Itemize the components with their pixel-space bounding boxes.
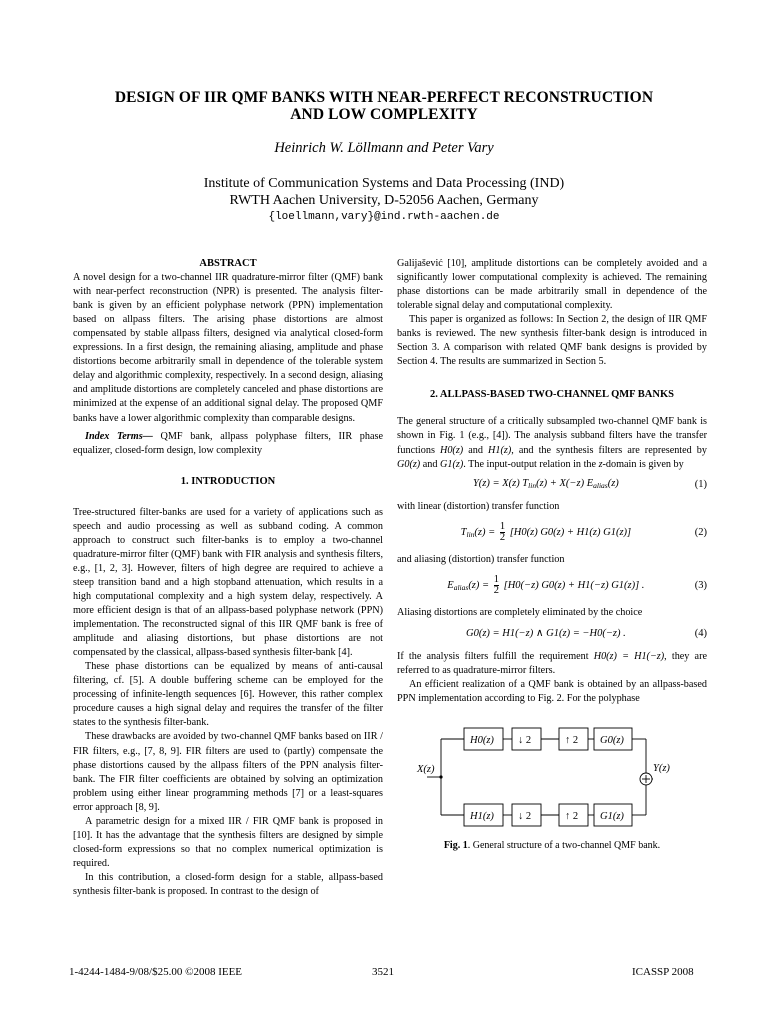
intro-paragraph-2: These phase distortions can be equalized by means of anti-causal filtering, cf. [5]. A double buffering scheme can be employed for the processing of infinite-length sequences [6]. However, this rather complex procedure causes a high signal delay and requires the transfer of the filter states to the synthesis filter-bank. xyxy=(73,661,383,729)
index-terms-label: Index Terms— xyxy=(85,430,153,442)
section2-heading: 2. ALLPASS-BASED TWO-CHANNEL QMF BANKS xyxy=(430,389,674,401)
authors: Heinrich W. Löllmann and Peter Vary xyxy=(274,140,494,156)
eq3-part: (z) = xyxy=(468,580,490,592)
footer-page-number: 3521 xyxy=(372,966,394,978)
eq2-part: T xyxy=(460,527,467,539)
equation-2 xyxy=(397,520,707,546)
caption-label: Fig. 1 xyxy=(443,839,468,851)
qmf-block-diagram xyxy=(397,719,707,831)
right-paragraph-1: Galijašević [10], amplitude distortions can be completely avoided and a significantly lower computational complexity is achieved. The remaining phase distortions can be made arbitrarily small in dependence of the tolerable signal delay and computational complexity. xyxy=(397,258,707,312)
eq2-part: [H0(z) G0(z) + H1(z) G1(z)] xyxy=(509,527,632,539)
intro-paragraph-4: A parametric design for a mixed IIR / FIR QMF bank is proposed in [10]. It has the advantage that the synthesis filters are designed by simple closed-form expressions so that no complex numerical optimization is required. xyxy=(73,815,383,869)
equation-4-body: G0(z) = H1(−z) ∧ G1(z) = −H0(−z) . xyxy=(465,627,626,639)
equation-4 xyxy=(397,625,707,643)
text-run: If the analysis filters fulfill the requirement xyxy=(397,650,594,662)
figure-1-caption xyxy=(397,839,707,853)
text-aliasing: and aliasing (distortion) transfer function xyxy=(397,553,565,565)
upsampler-label-bottom: ↑ 2 xyxy=(565,810,579,822)
g1-block-label: G1(z) xyxy=(600,810,624,822)
fraction-numerator: 1 xyxy=(493,574,499,586)
math-z: z xyxy=(598,458,603,470)
footer-copyright: 1-4244-1484-9/08/$25.00 ©2008 IEEE xyxy=(69,966,243,978)
eq3-part: E xyxy=(447,580,454,592)
eq1-part: Y(z) = X(z) T xyxy=(472,477,529,489)
math-g0: G0(z) xyxy=(397,458,421,470)
right-paragraph-2: This paper is organized as follows: In Section 2, the design of IIR QMF banks is reviewed. The new synthesis filter-bank design is introduced in Section 3. A comparison with related QMF bank designs is provided by Section 4. The results are summarized in Section 5. xyxy=(397,314,707,368)
intro-paragraph-1: Tree-structured filter-banks are used for a variety of applications such as speech and audio processing as well as subband coding. A common approach to construct such filter-banks is to employ a two-channel quadrature-mirror filter (QMF) bank with FIR analysis and synthesis filters, e.g., [1, 2, 3]. However, filters of high degree are required to achieve a steep transition band and a high stopband attenuation, which results in a high computational complexity and a high system delay, respectively. A more efficient design is that of an allpass-based polyphase network (PPN) implementation. The reconstructed signal of this IIR QMF bank is free of amplitude and aliasing distortions, but phase distortions are not compensated by the classical, allpass-based synthesis filter-bank [4]. xyxy=(73,506,383,659)
text-run: , and the synthesis filters are represented by xyxy=(511,444,707,456)
equation-3-body xyxy=(397,575,695,596)
equation-2-body xyxy=(397,522,695,543)
eq1-part: (z) xyxy=(607,477,619,489)
right-column xyxy=(397,257,707,853)
upsampler-label-top: ↑ 2 xyxy=(565,734,579,746)
footer-conference: ICASSP 2008 xyxy=(632,966,694,978)
downsampler-label-bottom: ↓ 2 xyxy=(518,810,532,822)
index-terms-text: QMF bank, allpass polyphase filters, IIR phase equalizer, closed-form design, low complexity xyxy=(73,430,383,456)
text-run: and xyxy=(420,458,441,470)
math-h0: H0(z) xyxy=(439,444,464,456)
equation-number: (2) xyxy=(694,526,707,538)
downsampler-label-top: ↓ 2 xyxy=(518,734,532,746)
intro-paragraph-3: These drawbacks are avoided by two-channel QMF banks based on IIR / FIR filters, e.g., [7, 8, 9]. FIR filters are used to (partly) compensate the phase distortions caused by the allpass filters of the PPN analysis filter-bank. The FIR filter coefficients are obtained by solving an optimization problem using either linear programming methods [7] or a least-squares error approach [8, 9]. xyxy=(73,731,383,813)
h0-block-label: H0(z) xyxy=(470,734,494,746)
abstract-heading: ABSTRACT xyxy=(199,258,257,269)
equation-1 xyxy=(397,476,707,494)
index-terms xyxy=(73,430,383,458)
abstract-text: A novel design for a two-channel IIR quadrature-mirror filter (QMF) bank with near-perfect reconstruction (NPR) is presented. The analysis filter-bank is given by an efficient polyphase network (PPN) implementation based on allpass filters. The arising phase distortions are almost compensated by stable allpass filters, designed via analytical closed-form expressions. In a first design, the remaining aliasing, amplitude and phase distortions become arbitrarily small in dependence of the tolerable system delay and algorithmic complexity, respectively. In a second design, aliasing and amplitude distortions are completely canceled and phase distortions are minimized at the expense of an additional signal delay. The proposed QMF banks have a lower algorithmic complexity than comparable designs. xyxy=(73,272,383,424)
equation-number: (3) xyxy=(694,579,707,591)
paper-title xyxy=(60,89,708,123)
eq3-sub: alias xyxy=(453,583,469,593)
intro-heading: 1. INTRODUCTION xyxy=(180,475,276,487)
h1-block-label: H1(z) xyxy=(470,810,494,822)
text-run: and xyxy=(463,444,489,456)
section2-paragraph-2 xyxy=(397,650,707,678)
text-linear: with linear (distortion) transfer function xyxy=(397,500,560,512)
eq1-part: (z) + X(−z) E xyxy=(536,477,594,489)
text-eliminated: Aliasing distortions are completely eliminated by the choice xyxy=(397,606,643,618)
math-qmf-condition: H0(z) = H1(−z) xyxy=(593,650,665,662)
text-run: -domain is given by xyxy=(602,458,684,470)
eq2-part: (z) = xyxy=(474,527,496,539)
section2-paragraph-1 xyxy=(397,415,707,471)
affiliation-line-2: RWTH Aachen University, D-52056 Aachen, Germany xyxy=(229,193,539,208)
affiliation xyxy=(60,175,708,226)
section2-paragraph-3: An efficient realization of a QMF bank is obtained by an allpass-based PPN implementation according to Fig. 2. For the polyphase xyxy=(397,678,707,704)
email: {loellmann,vary}@ind.rwth-aachen.de xyxy=(268,211,500,223)
fraction-numerator: 1 xyxy=(499,521,506,533)
eq1-sub: lin xyxy=(528,480,537,490)
intro-paragraph-5: In this contribution, a closed-form design for a stable, allpass-based synthesis filter-bank is proposed. In contrast to the design of xyxy=(73,871,383,897)
output-label: Y(z) xyxy=(653,762,670,774)
title-line-2: AND LOW COMPLEXITY xyxy=(290,106,478,123)
affiliation-line-1: Institute of Communication Systems and Data Processing (IND) xyxy=(203,176,565,191)
math-h1: H1(z) xyxy=(488,444,512,456)
equation-number: (4) xyxy=(694,627,707,639)
equation-number: (1) xyxy=(694,478,707,490)
input-label: X(z) xyxy=(417,763,435,775)
fraction-denominator: 2 xyxy=(493,585,499,597)
eq2-sub: lin xyxy=(466,530,475,540)
equation-3 xyxy=(397,573,707,599)
left-column xyxy=(73,257,383,899)
text-run: , they are referred to as quadrature-mirror filters. xyxy=(397,650,707,676)
title-line-1: DESIGN OF IIR QMF BANKS WITH NEAR-PERFECT RECONSTRUCTION xyxy=(114,89,654,106)
figure-1 xyxy=(397,719,707,831)
eq1-sub: alias xyxy=(593,480,608,490)
fraction xyxy=(500,522,505,543)
text-run: . The input-output relation in the xyxy=(463,458,599,470)
fraction xyxy=(494,575,499,596)
text-run: The general structure of a critically subsampled two-channel QMF bank is shown in Fig. 1 (e.g., [4]). The analysis subband filters have the transfer functions xyxy=(397,416,707,456)
eq3-part: [H0(−z) G0(z) + H1(−z) G1(z)] . xyxy=(503,580,645,592)
g0-block-label: G0(z) xyxy=(600,734,624,746)
caption-text: . General structure of a two-channel QMF bank. xyxy=(467,839,661,851)
fraction-denominator: 2 xyxy=(499,532,506,544)
equation-1-body xyxy=(397,477,695,493)
math-g1: G1(z) xyxy=(440,458,464,470)
